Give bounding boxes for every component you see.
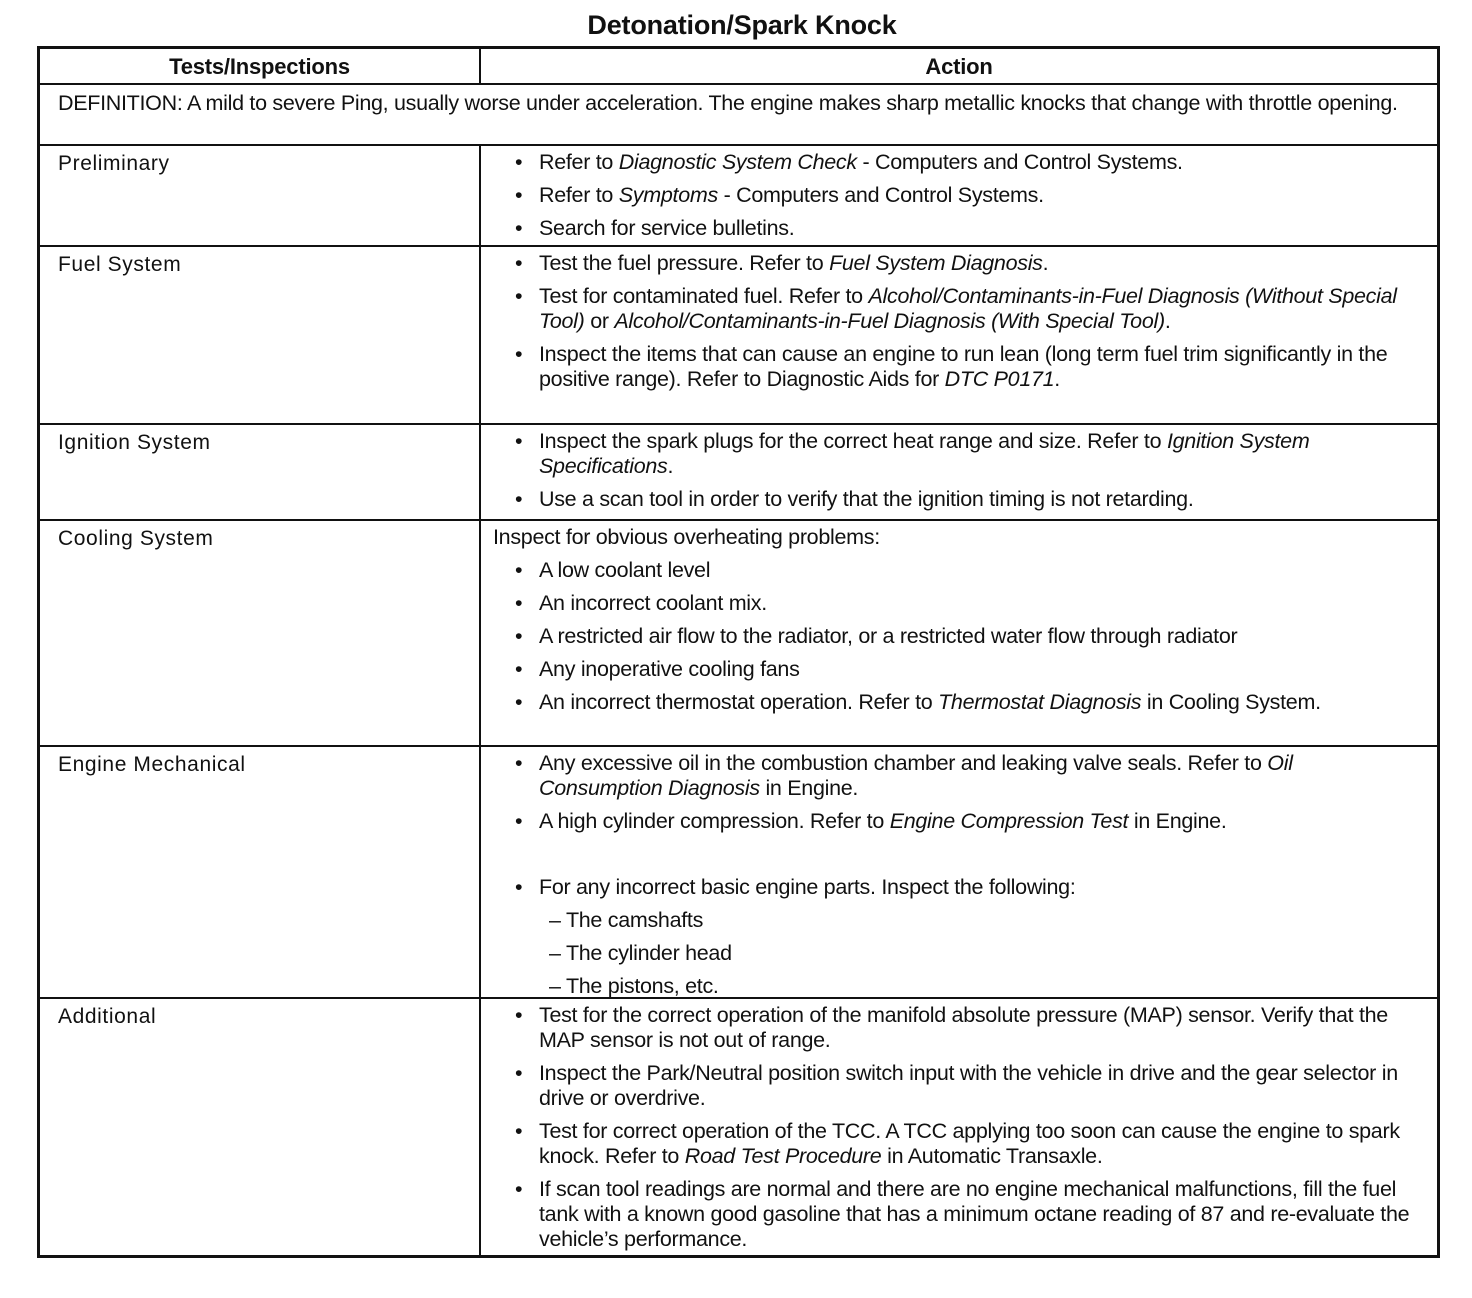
action-item: • A high cylinder compression. Refer to Engine Compression Test in Engine. (493, 809, 1417, 867)
action-item: • Test the fuel pressure. Refer to Fuel System Diagnosis. (493, 251, 1417, 276)
action-item: • Inspect the items that can cause an engine to run lean (long term fuel trim significantly in the positive range). Refer to Diagnostic Aids for DTC P0171. (493, 342, 1417, 392)
sub-item: – The camshafts (549, 908, 704, 932)
sub-list (539, 908, 1417, 999)
table-row-ignition-system (40, 423, 1437, 519)
test-label: Ignition System (40, 425, 481, 519)
action-item: • A low coolant level (493, 558, 1417, 583)
test-label: Fuel System (40, 247, 481, 423)
action-item: • Any inoperative cooling fans (493, 657, 1417, 682)
action-item: • Inspect the Park/Neutral position switch input with the vehicle in drive and the gear selector in drive or overdrive. (493, 1061, 1417, 1111)
action-cell (481, 425, 1437, 519)
column-header-tests: Tests/Inspections (40, 49, 481, 83)
action-cell (481, 999, 1437, 1255)
action-cell (481, 146, 1437, 245)
action-item: • An incorrect thermostat operation. Refer to Thermostat Diagnosis in Cooling System. (493, 690, 1417, 715)
table-row-preliminary (40, 144, 1437, 245)
table-row-cooling-system (40, 519, 1437, 745)
table-row-fuel-system (40, 245, 1437, 423)
sub-item: – The pistons, etc. (549, 974, 719, 998)
test-label: Engine Mechanical (40, 747, 481, 997)
action-item: • Refer to Symptoms - Computers and Control Systems. (493, 183, 1417, 208)
definition-text: DEFINITION: A mild to severe Ping, usually worse under acceleration. The engine makes sharp metallic knocks that change with throttle opening. (58, 91, 1398, 115)
action-item: • Test for correct operation of the TCC. A TCC applying too soon can cause the engine to spark knock. Refer to Road Test Procedure in Automatic Transaxle. (493, 1119, 1417, 1169)
table-row-additional (40, 997, 1437, 1255)
sub-item: – The cylinder head (549, 941, 732, 965)
test-label: Cooling System (40, 521, 481, 745)
action-item: • For any incorrect basic engine parts. Inspect the following: – The camshafts – The cylinder head – The pistons, etc. (493, 875, 1417, 999)
definition-row (40, 83, 1437, 144)
test-label: Preliminary (40, 146, 481, 245)
table-row-engine-mechanical (40, 745, 1437, 997)
action-item: • A restricted air flow to the radiator, or a restricted water flow through radiator (493, 624, 1417, 649)
action-cell (481, 747, 1437, 997)
action-item: • Use a scan tool in order to verify that the ignition timing is not retarding. (493, 487, 1417, 512)
table-header-row (40, 49, 1437, 83)
action-item: • Refer to Diagnostic System Check - Computers and Control Systems. (493, 150, 1417, 175)
page-title: Detonation/Spark Knock (587, 10, 897, 40)
action-item: • Search for service bulletins. (493, 216, 1417, 241)
action-cell (481, 247, 1437, 423)
action-item: • Any excessive oil in the combustion chamber and leaking valve seals. Refer to Oil Consumption Diagnosis in Engine. (493, 751, 1417, 801)
column-header-action: Action (925, 54, 993, 79)
action-item: • If scan tool readings are normal and there are no engine mechanical malfunctions, fill the fuel tank with a known good gasoline that has a minimum octane reading of 87 and re-evaluate the vehicle’s performance. (493, 1177, 1417, 1252)
action-item: • An incorrect coolant mix. (493, 591, 1417, 616)
action-intro: Inspect for obvious overheating problems: (493, 525, 880, 549)
action-item: • Inspect the spark plugs for the correct heat range and size. Refer to Ignition System Specifications. (493, 429, 1417, 479)
action-item: • Test for the correct operation of the manifold absolute pressure (MAP) sensor. Verify that the MAP sensor is not out of range. (493, 1003, 1417, 1053)
action-item: • Test for contaminated fuel. Refer to Alcohol/Contaminants-in-Fuel Diagnosis (Without Special Tool) or Alcohol/Contaminants-in-Fuel Diagnosis (With Special Tool). (493, 284, 1417, 334)
test-label: Additional (40, 999, 481, 1255)
action-cell (481, 521, 1437, 745)
diagnostic-table (37, 46, 1440, 1258)
